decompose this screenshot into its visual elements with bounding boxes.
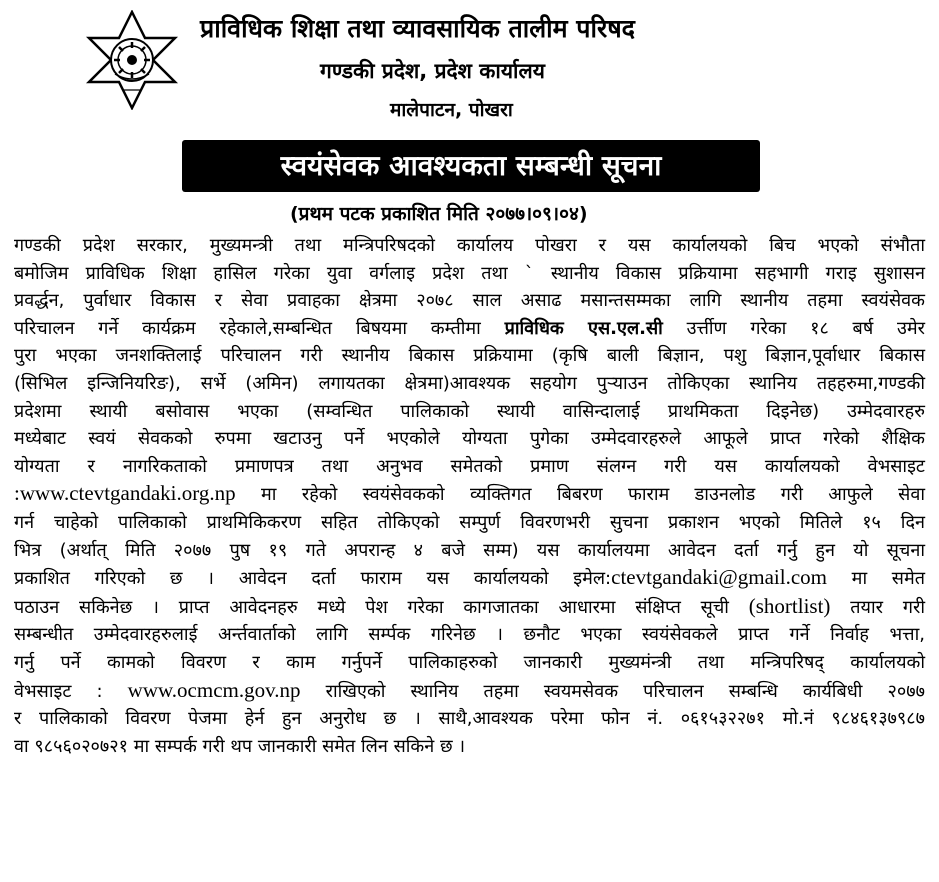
shortlist-term: (shortlist)	[748, 593, 831, 618]
body-line: गर्न चाहेको पालिकाको प्राथमिकिकरण सहित तोकिएको सम्पुर्ण विवरणभरी सुचना प्रकाशन भएको मितिले १५ दिन	[14, 511, 925, 533]
body-text-segment: परिचालन गर्ने कार्यक्रम रहेकाले,सम्बन्धित बिषयमा कम्तीमा	[14, 317, 505, 339]
body-line: (सिभिल इन्जिनियरिङ), सर्भे (अमिन) लगायतका क्षेत्रमा)आवश्यक सहयोग पुऱ्याउन तोकिएका स्थानिय तहहरुमा,गण्डकी	[14, 372, 925, 394]
body-text-segment: तयार गरी	[830, 596, 925, 618]
body-line: गर्नु पर्ने कामको विवरण र काम गर्नुपर्ने पालिकाहरुको जानकारी मुख्यमंन्त्री तथा मन्त्रिपरिषद् कार्यालयको	[14, 651, 925, 673]
body-text-segment: वेभसाइट :	[14, 680, 128, 702]
ocmcm-website-link[interactable]: www.ocmcm.gov.np	[127, 677, 301, 702]
notice-body	[14, 232, 925, 760]
body-text-segment: राखिएको स्थानिय तहमा स्वयमसेवक परिचालन सम्बन्धि कार्यबिधी २०७७	[300, 680, 925, 702]
body-line: पुरा भएका जनशक्तिलाई परिचालन गरी स्थानीय बिकास प्रक्रियामा (कृषि बाली बिज्ञान, पशु बिज्ञान,पूर्वाधार बिकास	[14, 345, 925, 367]
body-line: मध्येबाट स्वयं सेवकको रुपमा खटाउनु पर्ने भएकोले योग्यता पुगेका उम्मेदवारहरुले आफूले प्राप्त गरेको शैक्षिक	[14, 428, 925, 450]
body-line: भित्र (अर्थात् मिति २०७७ पुष १९ गते अपरान्ह ४ बजे सम्म) यस कार्यालयमा आवेदन दर्ता गर्नु हुन यो सूचना	[14, 539, 925, 561]
organization-name: प्राविधिक शिक्षा तथा व्यावसायिक तालीम परिषद	[200, 14, 635, 43]
body-line: गण्डकी प्रदेश सरकार, मुख्यमन्त्री तथा मन्त्रिपरिषदको कार्यालय पोखरा र यस कार्यालयको बिच भएको संभौता	[14, 235, 925, 256]
body-text-segment: मा समेत	[826, 568, 925, 590]
qualification-emphasis: प्राविधिक एस.एल.सी	[504, 317, 663, 339]
body-line	[14, 593, 925, 622]
body-line: वा ९८५६०२०७२१ मा सम्पर्क गरी थप जानकारी समेत लिन सकिने छ ।	[14, 735, 466, 757]
body-text-segment: मा रहेको स्वयंसेवकको व्यक्तिगत बिबरण फाराम डाउनलोड गरी आफुले सेवा	[235, 484, 925, 506]
body-line: र पालिकाको विवरण पेजमा हेर्न हुन अनुरोध छ । साथै,आवश्यक परेमा फोन नं. ०६१५३२२७१ मो.नं ९८४६१३७९८७	[14, 708, 925, 730]
body-line	[14, 564, 925, 593]
body-text-segment: उर्त्तीण गरेका १८ बर्ष उमेर	[662, 317, 925, 339]
body-line: बमोजिम प्राविधिक शिक्षा हासिल गरेका युवा वर्गलाइ प्रदेश तथा ` स्थानीय विकास प्रक्रियामा सहभागी गराइ सुशासन	[14, 262, 925, 284]
publication-date: (प्रथम पटक प्रकाशित मिति २०७७।०९।०४)	[290, 203, 588, 225]
body-line	[14, 480, 925, 509]
office-name: गण्डकी प्रदेश, प्रदेश कार्यालय	[320, 59, 545, 83]
body-text-segment: प्रकाशित गरिएको छ । आवेदन दर्ता फाराम यस कार्यालयको इमेल:	[14, 568, 612, 590]
body-line: योग्यता र नागरिकताको प्रमाणपत्र तथा अनुभव समेतको प्रमाण संलग्न गरी यस कार्यालयको वेभसाइट	[14, 455, 925, 477]
body-line	[14, 315, 925, 343]
website-url-link[interactable]: :www.ctevtgandaki.org.np	[14, 481, 236, 506]
body-line: प्रदेशमा स्थायी बसोवास भएका (सम्वन्धित पालिकाको स्थायी वासिन्दालाई प्राथमिकता दिइनेछ) उम्मेदवारहरु	[14, 400, 925, 422]
body-line	[14, 677, 925, 706]
ctevt-emblem-icon	[82, 10, 182, 110]
body-line: सम्बन्धीत उम्मेदवारहरुलाई अर्न्तवार्ताको लागि सर्म्पक गरिनेछ । छनौट भएका स्वयंसेवकले प्राप्त गर्ने निर्वाह भत्ता,	[14, 624, 925, 646]
notice-title-banner: स्वयंसेवक आवश्यकता सम्बन्धी सूचना	[182, 140, 760, 192]
body-text-segment: पठाउन सकिनेछ । प्राप्त आवेदनहरु मध्ये पेश गरेका कागजातका आधारमा संक्षिप्त सूची	[14, 596, 749, 618]
email-link[interactable]: ctevtgandaki@gmail.com	[611, 565, 827, 590]
body-line: प्रवर्द्धन, पुर्वाधार विकास र सेवा प्रवाहका क्षेत्रमा २०७८ साल असाढ मसान्तसम्मका लागि स्थानीय तहमा स्वयंसेवक	[14, 290, 925, 312]
office-address: मालेपाटन, पोखरा	[390, 99, 513, 121]
